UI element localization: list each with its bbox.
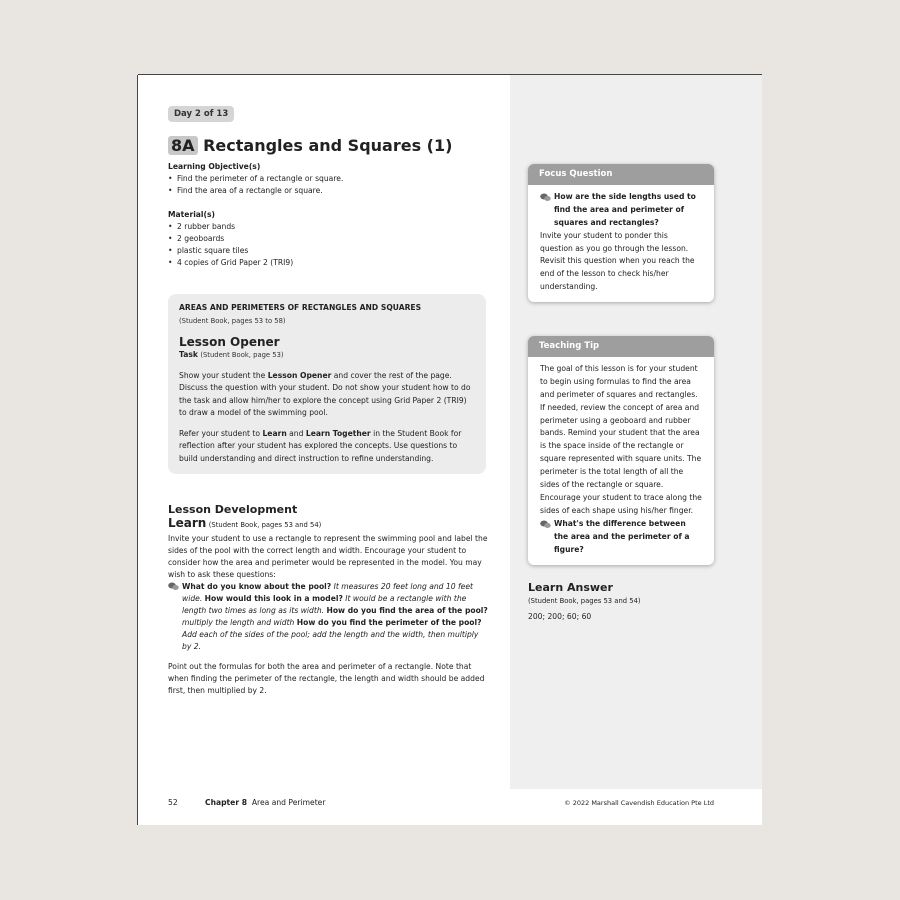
focus-question-heading: Focus Question: [528, 164, 714, 185]
textbook-page: [138, 75, 762, 825]
section-ref: (Student Book, pages 53 to 58): [179, 316, 286, 325]
development-paragraph-2: Point out the formulas for both the area and perimeter of a rectangle. Note that when finding the perimeter of the rectangle, the length and width should be added first, then multiplied by 2.: [168, 662, 485, 695]
lesson-opener-heading: Lesson Opener: [179, 335, 280, 349]
task-ref: (Student Book, page 53): [200, 351, 284, 359]
teaching-tip-question: What's the difference between the area and the perimeter of a figure?: [540, 518, 702, 557]
focus-question-card: [528, 164, 714, 302]
learn-answer: [528, 581, 641, 623]
opener-paragraph-2: Refer your student to Learn and Learn Together in the Student Book for reflection after your student has explored the concepts. Use questions to build understanding and direct instruction to refine understanding.: [179, 428, 462, 463]
lesson-title: [168, 136, 452, 155]
material-item: • 4 copies of Grid Paper 2 (TRI9): [177, 257, 488, 269]
material-item: • 2 rubber bands: [177, 221, 488, 233]
speech-bubbles-icon: [540, 520, 551, 529]
speech-bubbles-icon: [168, 582, 179, 591]
lesson-code: 8A: [168, 136, 198, 155]
opener-paragraph-1: Show your student the Lesson Opener and cover the rest of the page. Discuss the question with your student. Do not show your student how to do the task and allow him/her to explore the concept using Grid Paper 2 (TRI9) to draw a model of the swimming pool.: [179, 370, 471, 417]
development-heading: Lesson Development: [168, 503, 298, 516]
copyright: © 2022 Marshall Cavendish Education Pte Ltd: [564, 799, 714, 807]
lesson-opener-box: [168, 294, 486, 474]
learn-ref: (Student Book, pages 53 and 54): [208, 521, 322, 529]
focus-question-text: How are the side lengths used to find the area and perimeter of squares and rectangles?: [540, 191, 702, 230]
learn-answer-values: 200; 200; 60; 60: [528, 612, 592, 621]
day-tag: Day 2 of 13: [168, 106, 234, 122]
task-label: Task: [179, 350, 198, 359]
learn-label: Learn: [168, 516, 207, 530]
objective-item: • Find the area of a rectangle or square.: [177, 185, 488, 197]
speech-bubbles-icon: [540, 193, 551, 202]
learning-objectives: [168, 161, 488, 197]
teaching-tip-card: [528, 336, 714, 565]
teaching-tip-heading: Teaching Tip: [528, 336, 714, 357]
question-block: What do you know about the pool? It measures 20 feet long and 10 feet wide. How would this look in a model? It would be a rectangle with the length two times as long as its width. How do you find the area of the pool? multiply the length and width How do you find the perimeter of the pool? Add each of the sides of the pool; add the length and the width, then multiply by 2.: [168, 581, 490, 653]
lesson-development: [168, 503, 490, 697]
material-item: • plastic square tiles: [177, 245, 488, 257]
development-paragraph-1: Invite your student to use a rectangle to represent the swimming pool and label the sides of the pool with the correct length and width. Encourage your student to consider how the area and perimeter would be represented in the model. You may wish to ask these questions:: [168, 534, 488, 579]
page-number: 52: [168, 798, 178, 807]
section-caps-title: AREAS AND PERIMETERS OF RECTANGLES AND SQUARES: [179, 303, 422, 312]
objective-item: • Find the perimeter of a rectangle or square.: [177, 173, 488, 185]
focus-question-body: Invite your student to ponder this question as you go through the lesson. Revisit this question when you reach the end of the lesson to check his/her understanding.: [540, 230, 695, 292]
material-item: • 2 geoboards: [177, 233, 488, 245]
teaching-tip-body: The goal of this lesson is for your student to begin using formulas to find the area and perimeter of squares and rectangles. If needed, review the concept of area and perimeter using a geoboard and rubber bands. Remind your student that the area is the space inside of the rectangle or square represented with square units. The perimeter is the total length of all the sides of the rectangle or square. Encourage your student to trace along the sides of each shape using his/her finger.: [540, 363, 702, 515]
chapter-label: Chapter 8 Area and Perimeter: [205, 798, 326, 807]
lesson-title-text: Rectangles and Squares (1): [203, 136, 453, 155]
materials: [168, 209, 488, 269]
objectives-heading: Learning Objective(s): [168, 162, 261, 171]
materials-heading: Material(s): [168, 210, 215, 219]
learn-answer-ref: (Student Book, pages 53 and 54): [528, 597, 641, 605]
learn-answer-heading: Learn Answer: [528, 581, 613, 594]
